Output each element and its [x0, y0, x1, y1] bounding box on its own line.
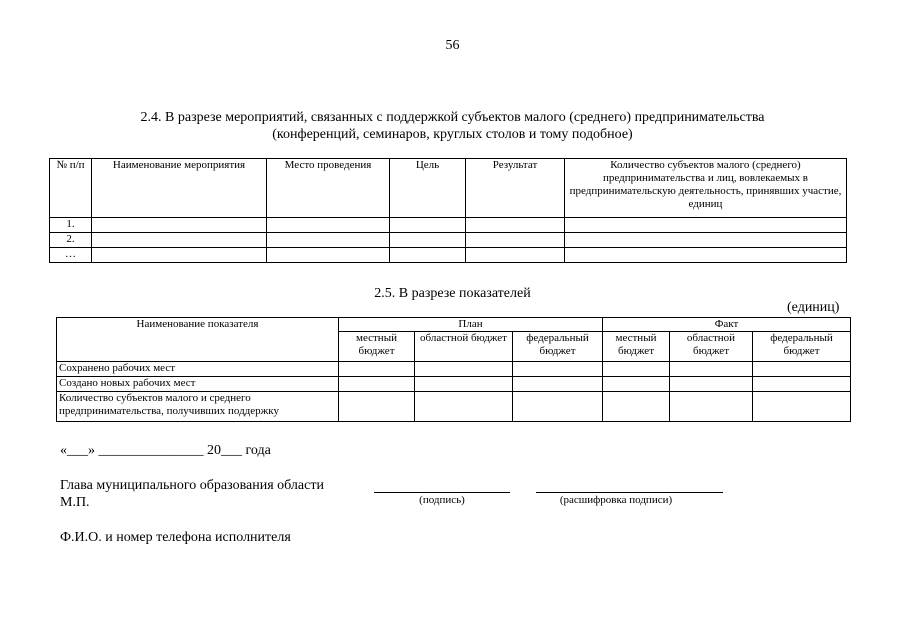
indicators-table-header — [57, 318, 851, 332]
table-row — [57, 392, 851, 422]
executor-label: Ф.И.О. и номер телефона исполнителя — [60, 530, 291, 545]
row-indicator: Сохранено рабочих мест — [57, 362, 339, 377]
col-plan-federal: федеральный бюджет — [513, 332, 603, 362]
signature-line — [374, 492, 510, 493]
row-num: 2. — [50, 233, 92, 248]
col-event-name: Наименование мероприятия — [92, 159, 267, 218]
page-number: 56 — [445, 38, 460, 53]
row-num: … — [50, 248, 92, 263]
section-2-5-title: 2.5. В разрезе показателей — [374, 286, 531, 301]
col-fact: Факт — [603, 318, 851, 332]
row-indicator: Создано новых рабочих мест — [57, 377, 339, 392]
col-indicator: Наименование показателя — [57, 318, 339, 362]
section-2-4-title-line1: 2.4. В разрезе мероприятий, связанных с поддержкой субъектов малого (среднего) предпринимательства — [140, 110, 765, 125]
col-fact-regional: областной бюджет — [670, 332, 753, 362]
col-count: Количество субъектов малого (среднего) предпринимательства и лиц, вовлекаемых в предпринимательскую деятельность, принявших участие, единиц — [565, 159, 847, 218]
col-plan-regional: областной бюджет — [415, 332, 513, 362]
date-line: «___» _______________ 20___ года — [60, 443, 271, 458]
stamp-label: М.П. — [60, 495, 90, 510]
table-row — [50, 218, 847, 233]
row-num: 1. — [50, 218, 92, 233]
col-result: Результат — [466, 159, 565, 218]
row-indicator: Количество субъектов малого и среднего предпринимательства, получивших поддержку — [57, 392, 339, 422]
events-table-header — [50, 159, 847, 218]
decoding-line — [536, 492, 723, 493]
signature-caption: (подпись) — [419, 494, 465, 506]
col-num: № п/п — [50, 159, 92, 218]
units-label: (единиц) — [787, 300, 840, 315]
col-fact-local: местный бюджет — [603, 332, 670, 362]
table-row — [50, 248, 847, 263]
indicators-table — [56, 317, 851, 422]
col-fact-federal: федеральный бюджет — [753, 332, 851, 362]
decoding-caption: (расшифровка подписи) — [559, 494, 673, 506]
col-plan-local: местный бюджет — [339, 332, 415, 362]
table-row — [57, 377, 851, 392]
table-row — [57, 362, 851, 377]
head-of-municipality-label: Глава муниципального образования области — [60, 478, 324, 493]
section-2-4-title-line2: (конференций, семинаров, круглых столов и тому подобное) — [272, 127, 633, 142]
col-goal: Цель — [390, 159, 466, 218]
col-place: Место проведения — [267, 159, 390, 218]
table-row — [50, 233, 847, 248]
events-table — [49, 158, 847, 263]
col-plan: План — [339, 318, 603, 332]
